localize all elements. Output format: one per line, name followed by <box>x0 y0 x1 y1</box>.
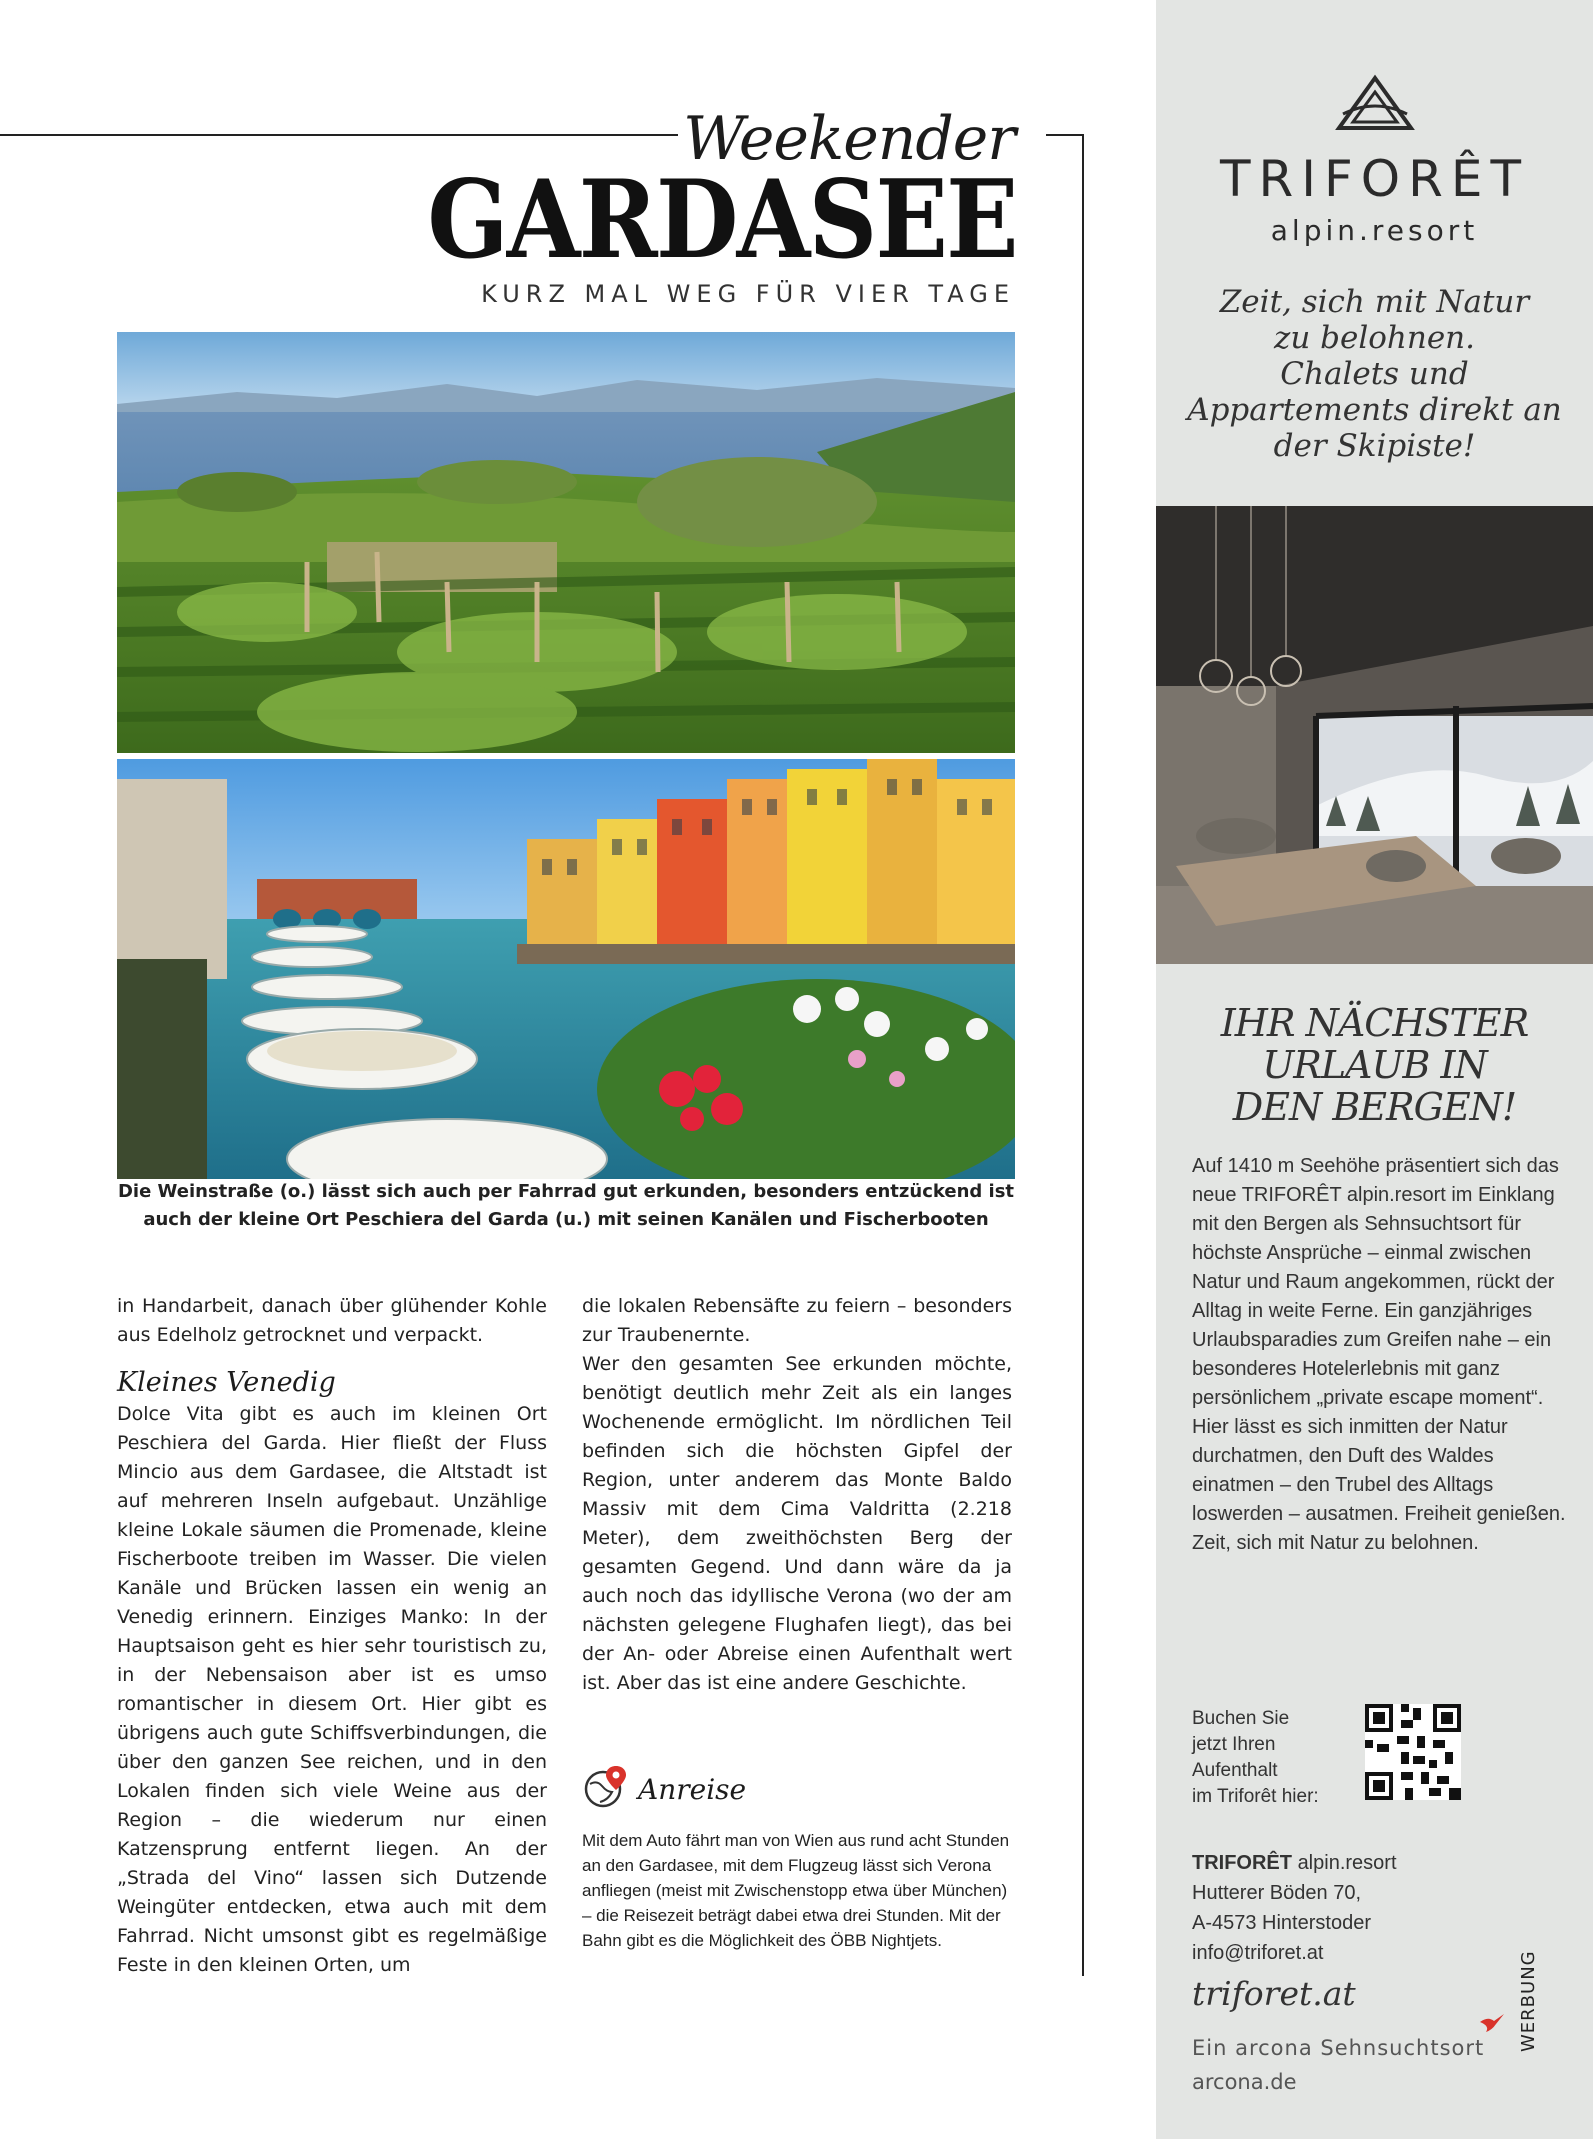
ad-website-link[interactable]: triforet.at <box>1192 1974 1356 2013</box>
ad-body-text: Auf 1410 m Seehöhe präsentiert sich das neue TRIFORÊT alpin.resort im Einklang mit den Bergen als Sehnsuchtsort für höchste Ansprüche – einmal zwischen Natur und Raum angekommen, rückt der Alltag in weite Ferne. Ein ganzjähriges Urlaubsparadies zum Greifen nahe – ein besonderes Hotelerlebnis mit ganz persönlichem „private escape moment“. Hier lässt es sich inmitten der Natur durchatmen, den Duft des Waldes einatmen – den Trubel des Alltags loswerden – ausatmen. Freiheit genießen. Zeit, sich mit Natur zu belohnen. <box>1192 1155 1566 1554</box>
ad-headline-line: IHR NÄCHSTER <box>1220 1001 1529 1045</box>
globe-pin-icon <box>582 1764 628 1814</box>
anreise-heading <box>582 1764 746 1814</box>
ad-slogan-line: Chalets und <box>1280 356 1469 392</box>
ad-booking-line: im Triforêt hier: <box>1192 1786 1319 1807</box>
ad-headline-line: URLAUB IN <box>1262 1043 1487 1087</box>
article-paragraph: Wer den gesamten See erkunden möchte, benötigt deutlich mehr Zeit als ein langes Wochenende ermöglicht. Im nördlichen Teil befinden sich die höchsten Gipfel der Region, unter anderem das Monte Baldo Massiv mit dem Cima Valdritta (2.218 Meter), dem zweithöchsten Berg der gesamten Gegend. Und dann wäre da ja auch noch das idyllische Verona (wo der am nächsten gelegene Flughafen liegt), das bei der An- oder Abreise einen Aufenthalt wert ist. Aber das ist eine andere Geschichte. <box>582 1353 1012 1694</box>
anreise-text: Mit dem Auto fährt man von Wien aus rund acht Stunden an den Gardasee, mit dem Flugzeug lässt sich Verona anfliegen (meist mit Zwischenstopp etwa über München) – die Reisezeit beträgt dabei etwa drei Stunden. Mit der Bahn gibt es die Möglichkeit des ÖBB Nightjets. <box>582 1831 1010 1950</box>
vineyard-photo <box>117 332 1015 753</box>
section-heading: Kleines Venedig <box>117 1367 336 1398</box>
ad-booking-line: Buchen Sie <box>1192 1708 1290 1729</box>
advertising-label: WERBUNG <box>1518 1950 1539 2052</box>
triforet-logo-icon <box>1156 74 1593 136</box>
address-street: Hutterer Böden 70, <box>1192 1882 1361 1904</box>
ad-booking-line: jetzt Ihren <box>1192 1734 1276 1755</box>
caption-line-1: Die Weinstraße (o.) lässt sich auch per Fahrrad gut erkunden, besonders entzückend ist <box>117 1181 1015 1202</box>
arcona-tagline: Ein arcona Sehnsuchtsort <box>1192 2036 1485 2060</box>
peschiera-photo <box>117 759 1015 1179</box>
ad-booking-text <box>1192 1706 1342 1810</box>
article-intro: in Handarbeit, danach über glühender Kohle aus Edelholz getrocknet und verpackt. <box>117 1295 547 1346</box>
ad-booking-line: Aufenthalt <box>1192 1760 1278 1781</box>
arcona-link[interactable]: arcona.de <box>1192 2070 1297 2094</box>
ad-headline <box>1176 1002 1573 1128</box>
ad-address <box>1192 1848 1512 1968</box>
anreise-title: Anreise <box>638 1772 747 1806</box>
article-column-2 <box>582 1292 1012 1698</box>
ad-headline-line: DEN BERGEN! <box>1232 1085 1517 1129</box>
article-paragraph: Dolce Vita gibt es auch im kleinen Ort Peschiera del Garda. Hier fließt der Fluss Mincio aus dem Gardasee, die Altstadt ist auf mehreren Inseln aufgebaut. Unzählige kleine Lokale säumen die Promenade, kleine Fischerboote treiben im Wasser. Die vielen Kanäle und Brücken lassen ein wenig an Venedig erinnern. Einziges Manko: In der Hauptsaison geht es hier sehr touristisch zu, in der Nebensaison aber ist es umso romantischer in diesem Ort. Hier gibt es übrigens auch gute Schiffsverbindungen, die über den ganzen See reichen, und in den Lokalen finden sich viele Weine aus der Region – die wiederum nur einen Katzensprung entfernt liegen. An der „Strada del Vino“ lassen sich Dutzende Weingüter entdecken, etwa auch mit dem Fahrrad. Nicht umsonst gibt es regelmäßige Feste in den kleinen Orten, um <box>117 1403 547 1976</box>
article-column-1 <box>117 1292 547 1980</box>
ad-slogan-line: Zeit, sich mit Natur <box>1219 284 1530 320</box>
ad-slogan-line: zu belohnen. <box>1273 320 1475 356</box>
column-rule-cap <box>1046 134 1084 136</box>
ad-slogan <box>1176 284 1573 464</box>
qr-code[interactable] <box>1365 1704 1461 1800</box>
address-city: A-4573 Hinterstoder <box>1192 1912 1371 1934</box>
ad-slogan-line: der Skipiste! <box>1273 428 1476 464</box>
ad-slogan-line: Appartements direkt an <box>1187 392 1562 428</box>
photo-caption <box>117 1178 1015 1234</box>
caption-line-2: auch der kleine Ort Peschiera del Garda (u.) mit seinen Kanälen und Fischerbooten <box>143 1209 989 1230</box>
ad-brand: TRIFORÊT <box>1219 150 1530 208</box>
kicker: Weekender <box>683 104 1015 174</box>
column-rule <box>1082 134 1084 1976</box>
page-subtitle: KURZ MAL WEG FÜR VIER TAGE <box>481 280 1015 308</box>
address-name-sub: alpin.resort <box>1297 1852 1397 1874</box>
resort-interior-photo <box>1156 506 1593 964</box>
header-rule <box>0 134 678 136</box>
article-paragraph: die lokalen Rebensäfte zu feiern – besonders zur Traubenernte. <box>582 1295 1012 1346</box>
address-email[interactable]: info@triforet.at <box>1192 1942 1324 1964</box>
ad-brand-sub: alpin.resort <box>1270 214 1479 247</box>
page-title: GARDASEE <box>427 157 1017 283</box>
address-name: TRIFORÊT <box>1192 1852 1292 1874</box>
